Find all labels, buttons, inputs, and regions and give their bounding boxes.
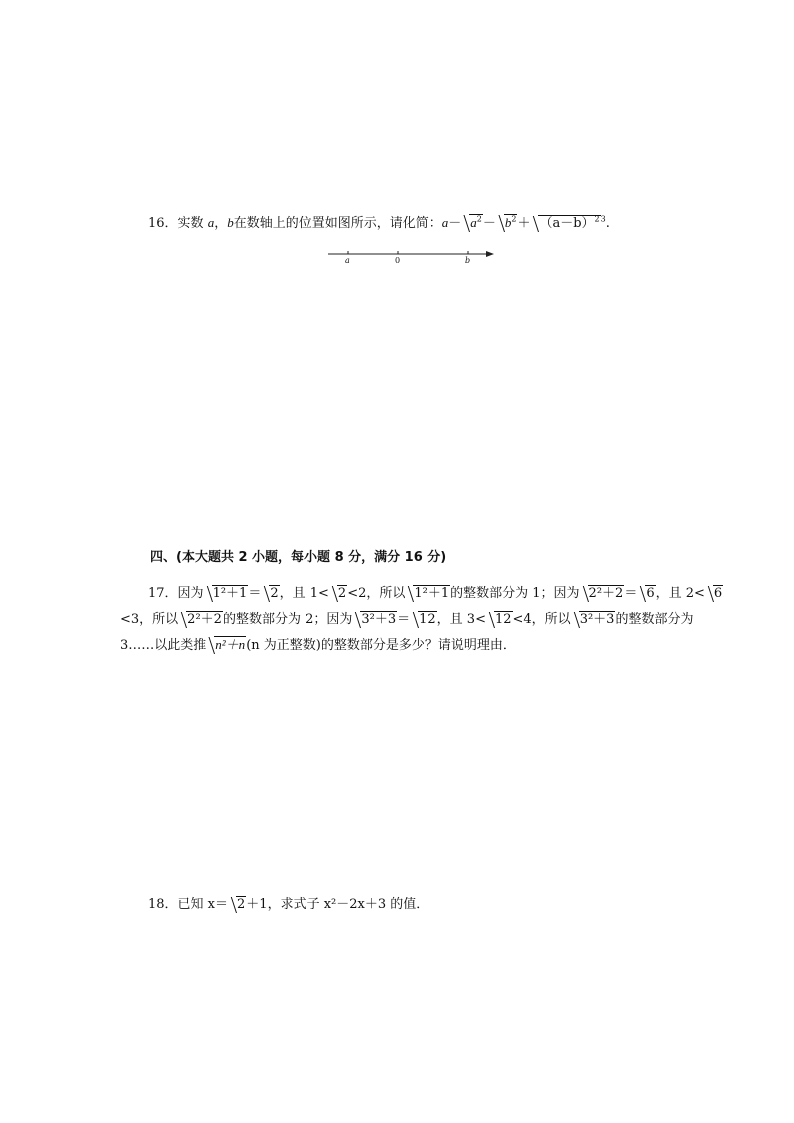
axis-arrow	[486, 251, 494, 257]
section-heading: 四、(本大题共 2 小题，每小题 8 分，满分 16 分)	[150, 550, 447, 565]
number-line-label-b: b	[465, 256, 471, 265]
sqrt-a-minus-b-2: $(a-b)^2$	[531, 215, 600, 231]
question-number: 16．	[148, 216, 178, 231]
question-17-line-2: <3，所以 2²＋2的整数部分为 2；因为 3²＋3＝ 12，且 3< 12<4，所以 3²＋3的整数部分为	[120, 612, 694, 627]
question-16: 16．实数 a，b在数轴上的位置如图所示，请化简：$a- a^2- b^2+ (a-b)^{23}$.	[148, 214, 610, 231]
question-17-line-1: 17．因为 1²＋1＝ 2，且 1< 2<2，所以 1²＋1的整数部分为 1；因为 2²＋2＝ 6，且 2< 6	[148, 586, 723, 601]
sqrt-b2: $b^2$	[497, 214, 518, 231]
sqrt-a2: $a^2$	[462, 214, 483, 231]
number-line-label-a: a	[345, 256, 350, 265]
number-line-label-0: 0	[395, 256, 401, 265]
question-18: 18．已知 x＝ 2＋1，求式子 x²－2x＋3 的值．	[148, 897, 430, 912]
question-17-line-3: 3……以此类推 n²＋n(n 为正整数)的整数部分是多少？请说明理由．	[120, 637, 516, 653]
